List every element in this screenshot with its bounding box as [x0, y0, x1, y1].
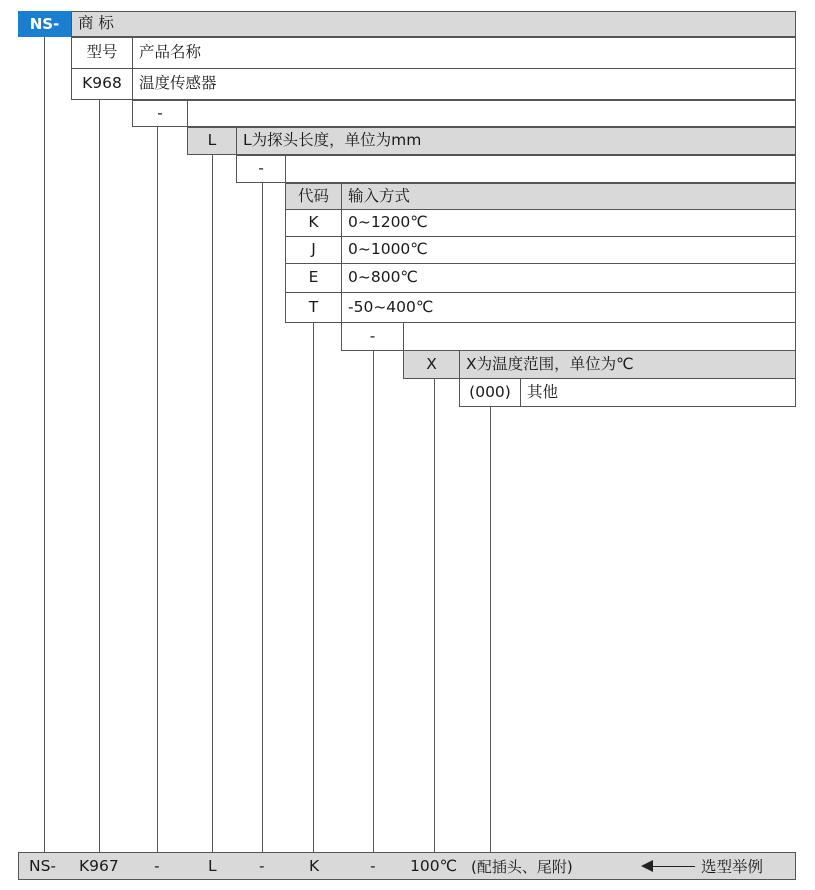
brand-label: 商 标 — [71, 11, 796, 37]
separator-3-blank — [403, 322, 796, 351]
separator-1-blank — [187, 100, 796, 127]
connector-line-model — [99, 100, 100, 852]
input-header-code: 代码 — [285, 183, 342, 210]
input-row-range: 0~800℃ — [341, 263, 796, 293]
example-model: K967 — [79, 857, 119, 875]
temp-range-description: X为温度范围，单位为℃ — [459, 350, 796, 379]
separator-2: - — [236, 155, 286, 183]
input-row-code: J — [285, 236, 342, 264]
connector-line-sep3 — [373, 351, 374, 852]
example-brand: NS- — [29, 857, 57, 875]
brand-code: NS- — [18, 11, 71, 37]
input-row-code: E — [285, 263, 342, 293]
input-header-name: 输入方式 — [341, 183, 796, 210]
connector-line-temp — [434, 378, 435, 852]
example-accessories: (配插头、尾附) — [471, 857, 573, 876]
example-length: L — [208, 857, 217, 875]
other-description: 其他 — [520, 378, 796, 407]
probe-length-code: L — [187, 127, 237, 155]
model-code: K968 — [71, 68, 133, 100]
connector-line-other — [490, 406, 491, 852]
connector-line-input — [313, 322, 314, 852]
example-label: 选型举例 — [701, 858, 764, 876]
example-temperature: 100℃ — [410, 857, 457, 875]
connector-line-sep2 — [262, 183, 263, 852]
example-input: K — [309, 857, 320, 875]
input-row-code: K — [285, 209, 342, 237]
model-header-code: 型号 — [71, 37, 133, 69]
other-code: (000) — [459, 378, 521, 407]
connector-line-length — [212, 155, 213, 852]
input-row-range: -50~400℃ — [341, 292, 796, 323]
input-row-range: 0~1200℃ — [341, 209, 796, 237]
example-separator: - — [259, 857, 265, 875]
temp-range-code: X — [403, 350, 460, 379]
example-separator: - — [370, 857, 376, 875]
connector-line-brand — [44, 37, 45, 852]
selection-example-row — [18, 852, 796, 880]
model-name: 温度传感器 — [132, 68, 796, 100]
example-separator: - — [154, 857, 160, 875]
probe-length-description: L为探头长度，单位为mm — [236, 127, 796, 155]
input-row-code: T — [285, 292, 342, 323]
separator-2-blank — [285, 155, 796, 183]
connector-line-sep1 — [157, 126, 158, 852]
arrow-line — [651, 866, 695, 867]
input-row-range: 0~1000℃ — [341, 236, 796, 264]
model-header-name: 产品名称 — [132, 37, 796, 69]
separator-1: - — [132, 100, 188, 127]
separator-3: - — [341, 322, 404, 351]
